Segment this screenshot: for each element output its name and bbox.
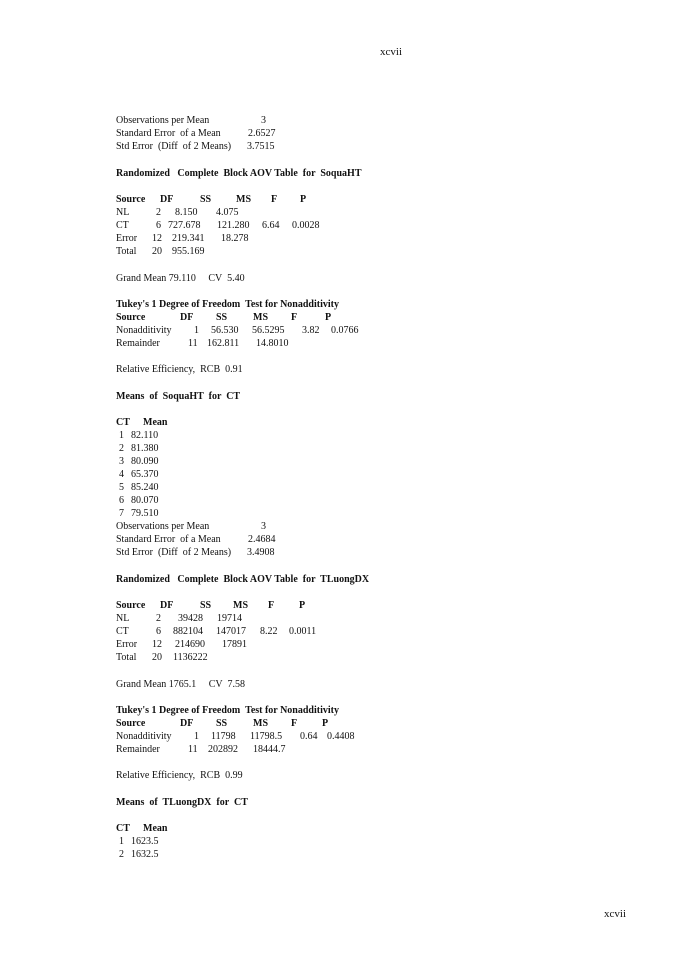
header-f: F bbox=[271, 194, 278, 205]
cell-ss: 11798 bbox=[211, 731, 236, 742]
list-item bbox=[119, 481, 159, 494]
header-f: F bbox=[291, 718, 298, 729]
cell-source: Total bbox=[116, 652, 137, 663]
page-number-bottom: xcvii bbox=[604, 908, 626, 920]
aov2-grand-mean: Grand Mean 1765.1 CV 7.58 bbox=[116, 679, 245, 690]
cell-ss: 39428 bbox=[178, 613, 203, 624]
cell-p: 0.4408 bbox=[327, 731, 355, 742]
tukey2-rel-eff: Relative Efficiency, RCB 0.99 bbox=[116, 770, 243, 781]
list-item bbox=[119, 429, 159, 442]
cell-df: 1 bbox=[194, 325, 199, 336]
page-number-top: xcvii bbox=[380, 46, 402, 58]
ct-mean: 81.380 bbox=[131, 443, 159, 454]
aov2-title: Randomized Complete Block AOV Table for TLuongDX bbox=[116, 574, 370, 585]
header-df: DF bbox=[180, 718, 194, 729]
cell-source: NL bbox=[116, 613, 130, 624]
se-value: 2.4684 bbox=[248, 534, 276, 545]
ct-index: 6 bbox=[119, 495, 124, 506]
header-p: P bbox=[325, 312, 332, 323]
tukey1-title: Tukey's 1 Degree of Freedom Test for Nonadditivity bbox=[116, 299, 339, 310]
cell-source: Remainder bbox=[116, 744, 160, 755]
sed-row bbox=[116, 546, 275, 559]
cell-ms: 4.075 bbox=[216, 207, 239, 218]
table-row bbox=[116, 651, 208, 664]
obs-label: Observations per Mean bbox=[116, 521, 210, 532]
list-item bbox=[119, 455, 159, 468]
header-ss: SS bbox=[200, 600, 212, 611]
header-source: Source bbox=[116, 718, 146, 729]
cell-p: 0.0011 bbox=[289, 626, 317, 637]
cell-source: Error bbox=[116, 639, 138, 650]
aov1-header bbox=[116, 193, 307, 206]
header-df: DF bbox=[180, 312, 194, 323]
cell-df: 11 bbox=[188, 338, 198, 349]
obs-per-mean-row bbox=[116, 114, 266, 127]
cell-df: 6 bbox=[156, 220, 161, 231]
sed-value: 3.7515 bbox=[247, 141, 275, 152]
header-ms: MS bbox=[253, 312, 268, 323]
tukey2-title: Tukey's 1 Degree of Freedom Test for Nonadditivity bbox=[116, 705, 339, 716]
aov1-title: Randomized Complete Block AOV Table for SoquaHT bbox=[116, 168, 362, 179]
cell-ss: 8.150 bbox=[175, 207, 198, 218]
sed-value: 3.4908 bbox=[247, 547, 275, 558]
cell-f: 6.64 bbox=[262, 220, 280, 231]
header-ms: MS bbox=[233, 600, 248, 611]
header-p: P bbox=[322, 718, 329, 729]
cell-ss: 202892 bbox=[208, 744, 238, 755]
header-source: Source bbox=[116, 600, 146, 611]
table-row bbox=[116, 219, 320, 232]
table-row bbox=[116, 245, 205, 258]
ct-index: 1 bbox=[119, 430, 124, 441]
obs-value: 3 bbox=[261, 521, 266, 532]
header-ss: SS bbox=[216, 312, 228, 323]
list-item bbox=[119, 442, 159, 455]
means2-title: Means of TLuongDX for CT bbox=[116, 797, 248, 808]
header-source: Source bbox=[116, 194, 146, 205]
cell-source: Remainder bbox=[116, 338, 160, 349]
cell-df: 6 bbox=[156, 626, 161, 637]
tukey1-header bbox=[116, 311, 332, 324]
ct-mean: 80.070 bbox=[131, 495, 159, 506]
header-ms: MS bbox=[253, 718, 268, 729]
ct-index: 3 bbox=[119, 456, 124, 467]
cell-ss: 1136222 bbox=[173, 652, 208, 663]
obs-per-mean-row bbox=[116, 520, 266, 533]
cell-source: Nonadditivity bbox=[116, 325, 172, 336]
cell-ms: 56.5295 bbox=[252, 325, 285, 336]
header-ct: CT bbox=[116, 417, 130, 428]
ct-index: 2 bbox=[119, 443, 124, 454]
cell-ms: 147017 bbox=[216, 626, 246, 637]
header-p: P bbox=[299, 600, 306, 611]
header-df: DF bbox=[160, 194, 174, 205]
cell-df: 20 bbox=[152, 246, 162, 257]
means2-header bbox=[116, 822, 168, 835]
cell-ms: 14.8010 bbox=[256, 338, 289, 349]
table-row bbox=[116, 232, 249, 245]
table-row bbox=[116, 625, 317, 638]
obs-value: 3 bbox=[261, 115, 266, 126]
header-df: DF bbox=[160, 600, 174, 611]
cell-ms: 18.278 bbox=[221, 233, 249, 244]
header-source: Source bbox=[116, 312, 146, 323]
list-item bbox=[119, 494, 159, 507]
ct-index: 4 bbox=[119, 469, 124, 480]
cell-source: Error bbox=[116, 233, 138, 244]
cell-ms: 17891 bbox=[222, 639, 247, 650]
header-ct: CT bbox=[116, 823, 130, 834]
ct-index: 7 bbox=[119, 508, 124, 519]
table-row bbox=[116, 730, 355, 743]
list-item bbox=[119, 468, 159, 481]
sed-label: Std Error (Diff of 2 Means) bbox=[116, 141, 232, 152]
cell-ss: 727.678 bbox=[168, 220, 201, 231]
ct-index: 2 bbox=[119, 849, 124, 860]
header-f: F bbox=[268, 600, 275, 611]
ct-mean: 85.240 bbox=[131, 482, 159, 493]
se-value: 2.6527 bbox=[248, 128, 276, 139]
means1-title: Means of SoquaHT for CT bbox=[116, 391, 241, 402]
cell-source: Total bbox=[116, 246, 137, 257]
list-item bbox=[119, 835, 159, 848]
header-ss: SS bbox=[200, 194, 212, 205]
list-item bbox=[119, 848, 159, 861]
cell-ss: 882104 bbox=[173, 626, 203, 637]
cell-df: 1 bbox=[194, 731, 199, 742]
ct-mean: 1632.5 bbox=[131, 849, 159, 860]
header-ms: MS bbox=[236, 194, 251, 205]
tukey1-rel-eff: Relative Efficiency, RCB 0.91 bbox=[116, 364, 243, 375]
cell-df: 12 bbox=[152, 233, 162, 244]
cell-df: 20 bbox=[152, 652, 162, 663]
se-label: Standard Error of a Mean bbox=[116, 534, 221, 545]
ct-mean: 82.110 bbox=[131, 430, 159, 441]
cell-f: 8.22 bbox=[260, 626, 278, 637]
sed-row bbox=[116, 140, 275, 153]
cell-ss: 56.530 bbox=[211, 325, 239, 336]
table-row bbox=[116, 206, 239, 219]
table-row bbox=[116, 612, 242, 625]
cell-f: 0.64 bbox=[300, 731, 318, 742]
header-ss: SS bbox=[216, 718, 228, 729]
cell-source: CT bbox=[116, 220, 129, 231]
list-item bbox=[119, 507, 159, 520]
header-p: P bbox=[300, 194, 307, 205]
cell-p: 0.0028 bbox=[292, 220, 320, 231]
cell-ss: 162.811 bbox=[207, 338, 240, 349]
aov2-header bbox=[116, 599, 306, 612]
ct-mean: 1623.5 bbox=[131, 836, 159, 847]
cell-ms: 11798.5 bbox=[250, 731, 283, 742]
cell-p: 0.0766 bbox=[331, 325, 359, 336]
cell-df: 2 bbox=[156, 613, 161, 624]
cell-ms: 18444.7 bbox=[253, 744, 286, 755]
cell-ms: 19714 bbox=[217, 613, 242, 624]
tukey2-header bbox=[116, 717, 329, 730]
sed-label: Std Error (Diff of 2 Means) bbox=[116, 547, 232, 558]
ct-mean: 79.510 bbox=[131, 508, 159, 519]
ct-mean: 65.370 bbox=[131, 469, 159, 480]
cell-df: 12 bbox=[152, 639, 162, 650]
se-label: Standard Error of a Mean bbox=[116, 128, 221, 139]
cell-source: NL bbox=[116, 207, 130, 218]
cell-ss: 955.169 bbox=[172, 246, 205, 257]
table-row bbox=[116, 638, 247, 651]
cell-ss: 219.341 bbox=[172, 233, 205, 244]
se-mean-row bbox=[116, 533, 276, 546]
ct-mean: 80.090 bbox=[131, 456, 159, 467]
header-mean: Mean bbox=[143, 417, 168, 428]
table-row bbox=[116, 743, 286, 756]
cell-df: 11 bbox=[188, 744, 198, 755]
cell-ms: 121.280 bbox=[217, 220, 250, 231]
ct-index: 1 bbox=[119, 836, 124, 847]
se-mean-row bbox=[116, 127, 276, 140]
cell-ss: 214690 bbox=[175, 639, 205, 650]
header-f: F bbox=[291, 312, 298, 323]
header-mean: Mean bbox=[143, 823, 168, 834]
cell-source: CT bbox=[116, 626, 129, 637]
cell-f: 3.82 bbox=[302, 325, 320, 336]
obs-label: Observations per Mean bbox=[116, 115, 210, 126]
ct-index: 5 bbox=[119, 482, 124, 493]
table-row bbox=[116, 337, 289, 350]
means1-header bbox=[116, 416, 168, 429]
cell-df: 2 bbox=[156, 207, 161, 218]
table-row bbox=[116, 324, 359, 337]
aov1-grand-mean: Grand Mean 79.110 CV 5.40 bbox=[116, 273, 245, 284]
cell-source: Nonadditivity bbox=[116, 731, 172, 742]
